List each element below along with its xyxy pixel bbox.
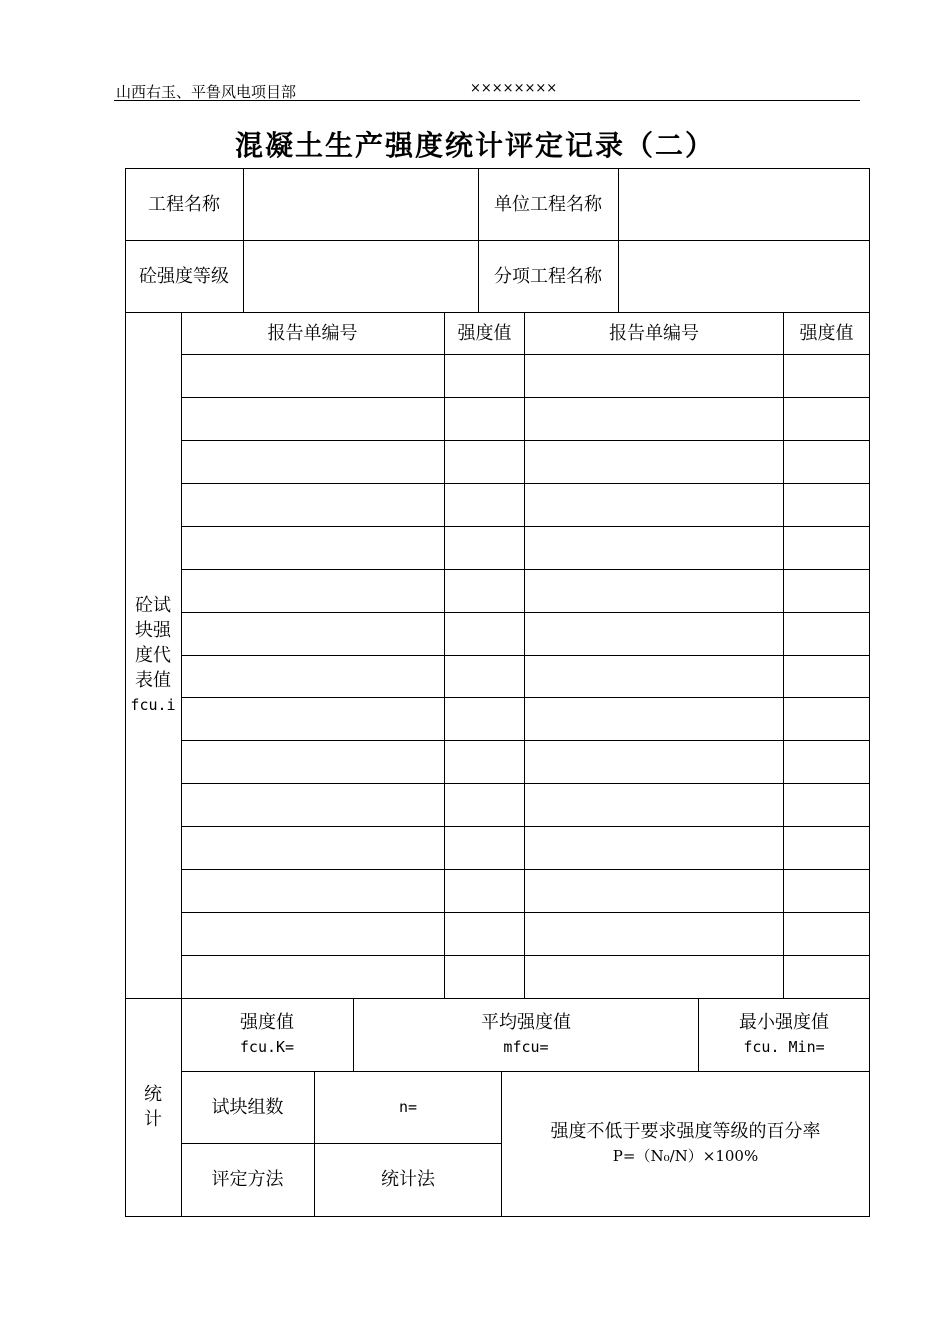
report-no-cell[interactable] — [525, 398, 783, 440]
strength-value-cell[interactable] — [445, 570, 524, 612]
report-no-cell[interactable] — [525, 355, 783, 397]
report-no-cell[interactable] — [182, 355, 444, 397]
strength-value-cell[interactable] — [784, 784, 869, 826]
strength-value-cell[interactable] — [784, 913, 869, 955]
stats-side-line: 计 — [144, 1109, 162, 1130]
report-no-cell[interactable] — [182, 827, 444, 869]
report-no-cell[interactable] — [525, 784, 783, 826]
strength-value-cell[interactable] — [784, 656, 869, 698]
report-no-cell[interactable] — [525, 698, 783, 740]
report-no-cell[interactable] — [525, 741, 783, 783]
col-strength-2: 强度值 — [799, 322, 854, 344]
col-report-no: 报告单编号 — [267, 322, 358, 344]
report-no-cell[interactable] — [182, 656, 444, 698]
avg-label: 平均强度值 — [481, 1011, 571, 1033]
avg-formula: mfcu= — [503, 1037, 549, 1056]
stats-side-label — [125, 998, 181, 1216]
unit-project-label: 单位工程名称 — [494, 193, 602, 215]
report-no-cell[interactable] — [182, 441, 444, 483]
report-no-cell[interactable] — [525, 570, 783, 612]
groups-value[interactable]: n= — [398, 1097, 418, 1116]
strength-value-cell[interactable] — [445, 441, 524, 483]
strength-value-cell[interactable] — [445, 656, 524, 698]
report-no-cell[interactable] — [182, 956, 444, 998]
sub-project-field[interactable] — [619, 240, 869, 312]
strength-value-cell[interactable] — [784, 570, 869, 612]
record-form — [125, 168, 870, 1217]
strength-value-cell[interactable] — [784, 441, 869, 483]
strength-value-cell[interactable] — [445, 355, 524, 397]
strength-value-cell[interactable] — [445, 484, 524, 526]
strength-value-cell[interactable] — [784, 741, 869, 783]
pct-cell — [502, 1071, 869, 1216]
strength-value-cell[interactable] — [445, 613, 524, 655]
grade-field[interactable] — [244, 240, 478, 312]
specimen-side-line: 块强 — [135, 619, 171, 641]
report-no-cell[interactable] — [182, 527, 444, 569]
page-title: 混凝土生产强度统计评定记录（二） — [234, 129, 715, 162]
strength-value-cell[interactable] — [445, 784, 524, 826]
strength-value-cell[interactable] — [445, 913, 524, 955]
strength-value-cell[interactable] — [445, 398, 524, 440]
avg-cell — [354, 998, 698, 1071]
pct-label: 强度不低于要求强度等级的百分率 — [550, 1120, 821, 1142]
grade-label: 砼强度等级 — [139, 265, 229, 287]
min-cell — [699, 998, 869, 1071]
report-no-cell[interactable] — [525, 484, 783, 526]
report-no-cell[interactable] — [182, 613, 444, 655]
strength-value-cell[interactable] — [445, 827, 524, 869]
page-header — [114, 80, 860, 101]
strength-value-cell[interactable] — [784, 527, 869, 569]
report-no-cell[interactable] — [182, 784, 444, 826]
strength-value-cell[interactable] — [784, 613, 869, 655]
strength-cell — [181, 998, 353, 1071]
report-no-cell[interactable] — [182, 398, 444, 440]
unit-project-field[interactable] — [619, 168, 869, 240]
report-no-cell[interactable] — [525, 441, 783, 483]
col-strength: 强度值 — [457, 322, 512, 344]
report-no-cell[interactable] — [525, 913, 783, 955]
strength-value-cell[interactable] — [445, 527, 524, 569]
method-value: 统计法 — [381, 1169, 435, 1190]
groups-label: 试块组数 — [211, 1096, 284, 1118]
pct-formula: P=（N₀/N）×100% — [612, 1146, 759, 1165]
strength-value-cell[interactable] — [784, 698, 869, 740]
specimen-side-line: 砼试 — [135, 594, 171, 616]
strength-value-cell[interactable] — [784, 870, 869, 912]
report-no-cell[interactable] — [525, 527, 783, 569]
document-code: ×××××××× — [470, 81, 558, 96]
specimen-side-line: 表值 — [135, 669, 171, 691]
report-no-cell[interactable] — [182, 570, 444, 612]
strength-value-cell[interactable] — [445, 870, 524, 912]
report-no-cell[interactable] — [182, 913, 444, 955]
report-no-cell[interactable] — [525, 613, 783, 655]
strength-value-cell[interactable] — [784, 484, 869, 526]
report-no-cell[interactable] — [525, 656, 783, 698]
report-no-cell[interactable] — [525, 870, 783, 912]
min-label: 最小强度值 — [739, 1011, 829, 1033]
project-name-field[interactable] — [244, 168, 478, 240]
min-formula: fcu. Min= — [743, 1037, 825, 1056]
strength-value-cell[interactable] — [445, 698, 524, 740]
strength-value-cell[interactable] — [784, 355, 869, 397]
org-name: 山西右玉、平鲁风电项目部 — [116, 83, 297, 101]
strength-formula: fcu.K= — [239, 1037, 295, 1056]
strength-label: 强度值 — [240, 1011, 294, 1033]
strength-value-cell[interactable] — [445, 741, 524, 783]
report-no-cell[interactable] — [525, 956, 783, 998]
stats-side-line: 统 — [144, 1084, 162, 1105]
strength-value-cell[interactable] — [784, 956, 869, 998]
strength-value-cell[interactable] — [784, 398, 869, 440]
specimen-side-line: 度代 — [135, 644, 171, 666]
report-no-cell[interactable] — [525, 827, 783, 869]
strength-value-cell[interactable] — [784, 827, 869, 869]
specimen-side-line: fcu.i — [130, 695, 176, 714]
report-no-cell[interactable] — [182, 484, 444, 526]
report-no-cell[interactable] — [182, 741, 444, 783]
project-name-label: 工程名称 — [148, 193, 220, 215]
strength-value-cell[interactable] — [445, 956, 524, 998]
sub-project-label: 分项工程名称 — [494, 265, 602, 287]
method-label: 评定方法 — [211, 1169, 284, 1190]
report-no-cell[interactable] — [182, 698, 444, 740]
col-report-no-2: 报告单编号 — [609, 322, 699, 344]
specimen-side-label — [125, 312, 181, 998]
report-no-cell[interactable] — [182, 870, 444, 912]
